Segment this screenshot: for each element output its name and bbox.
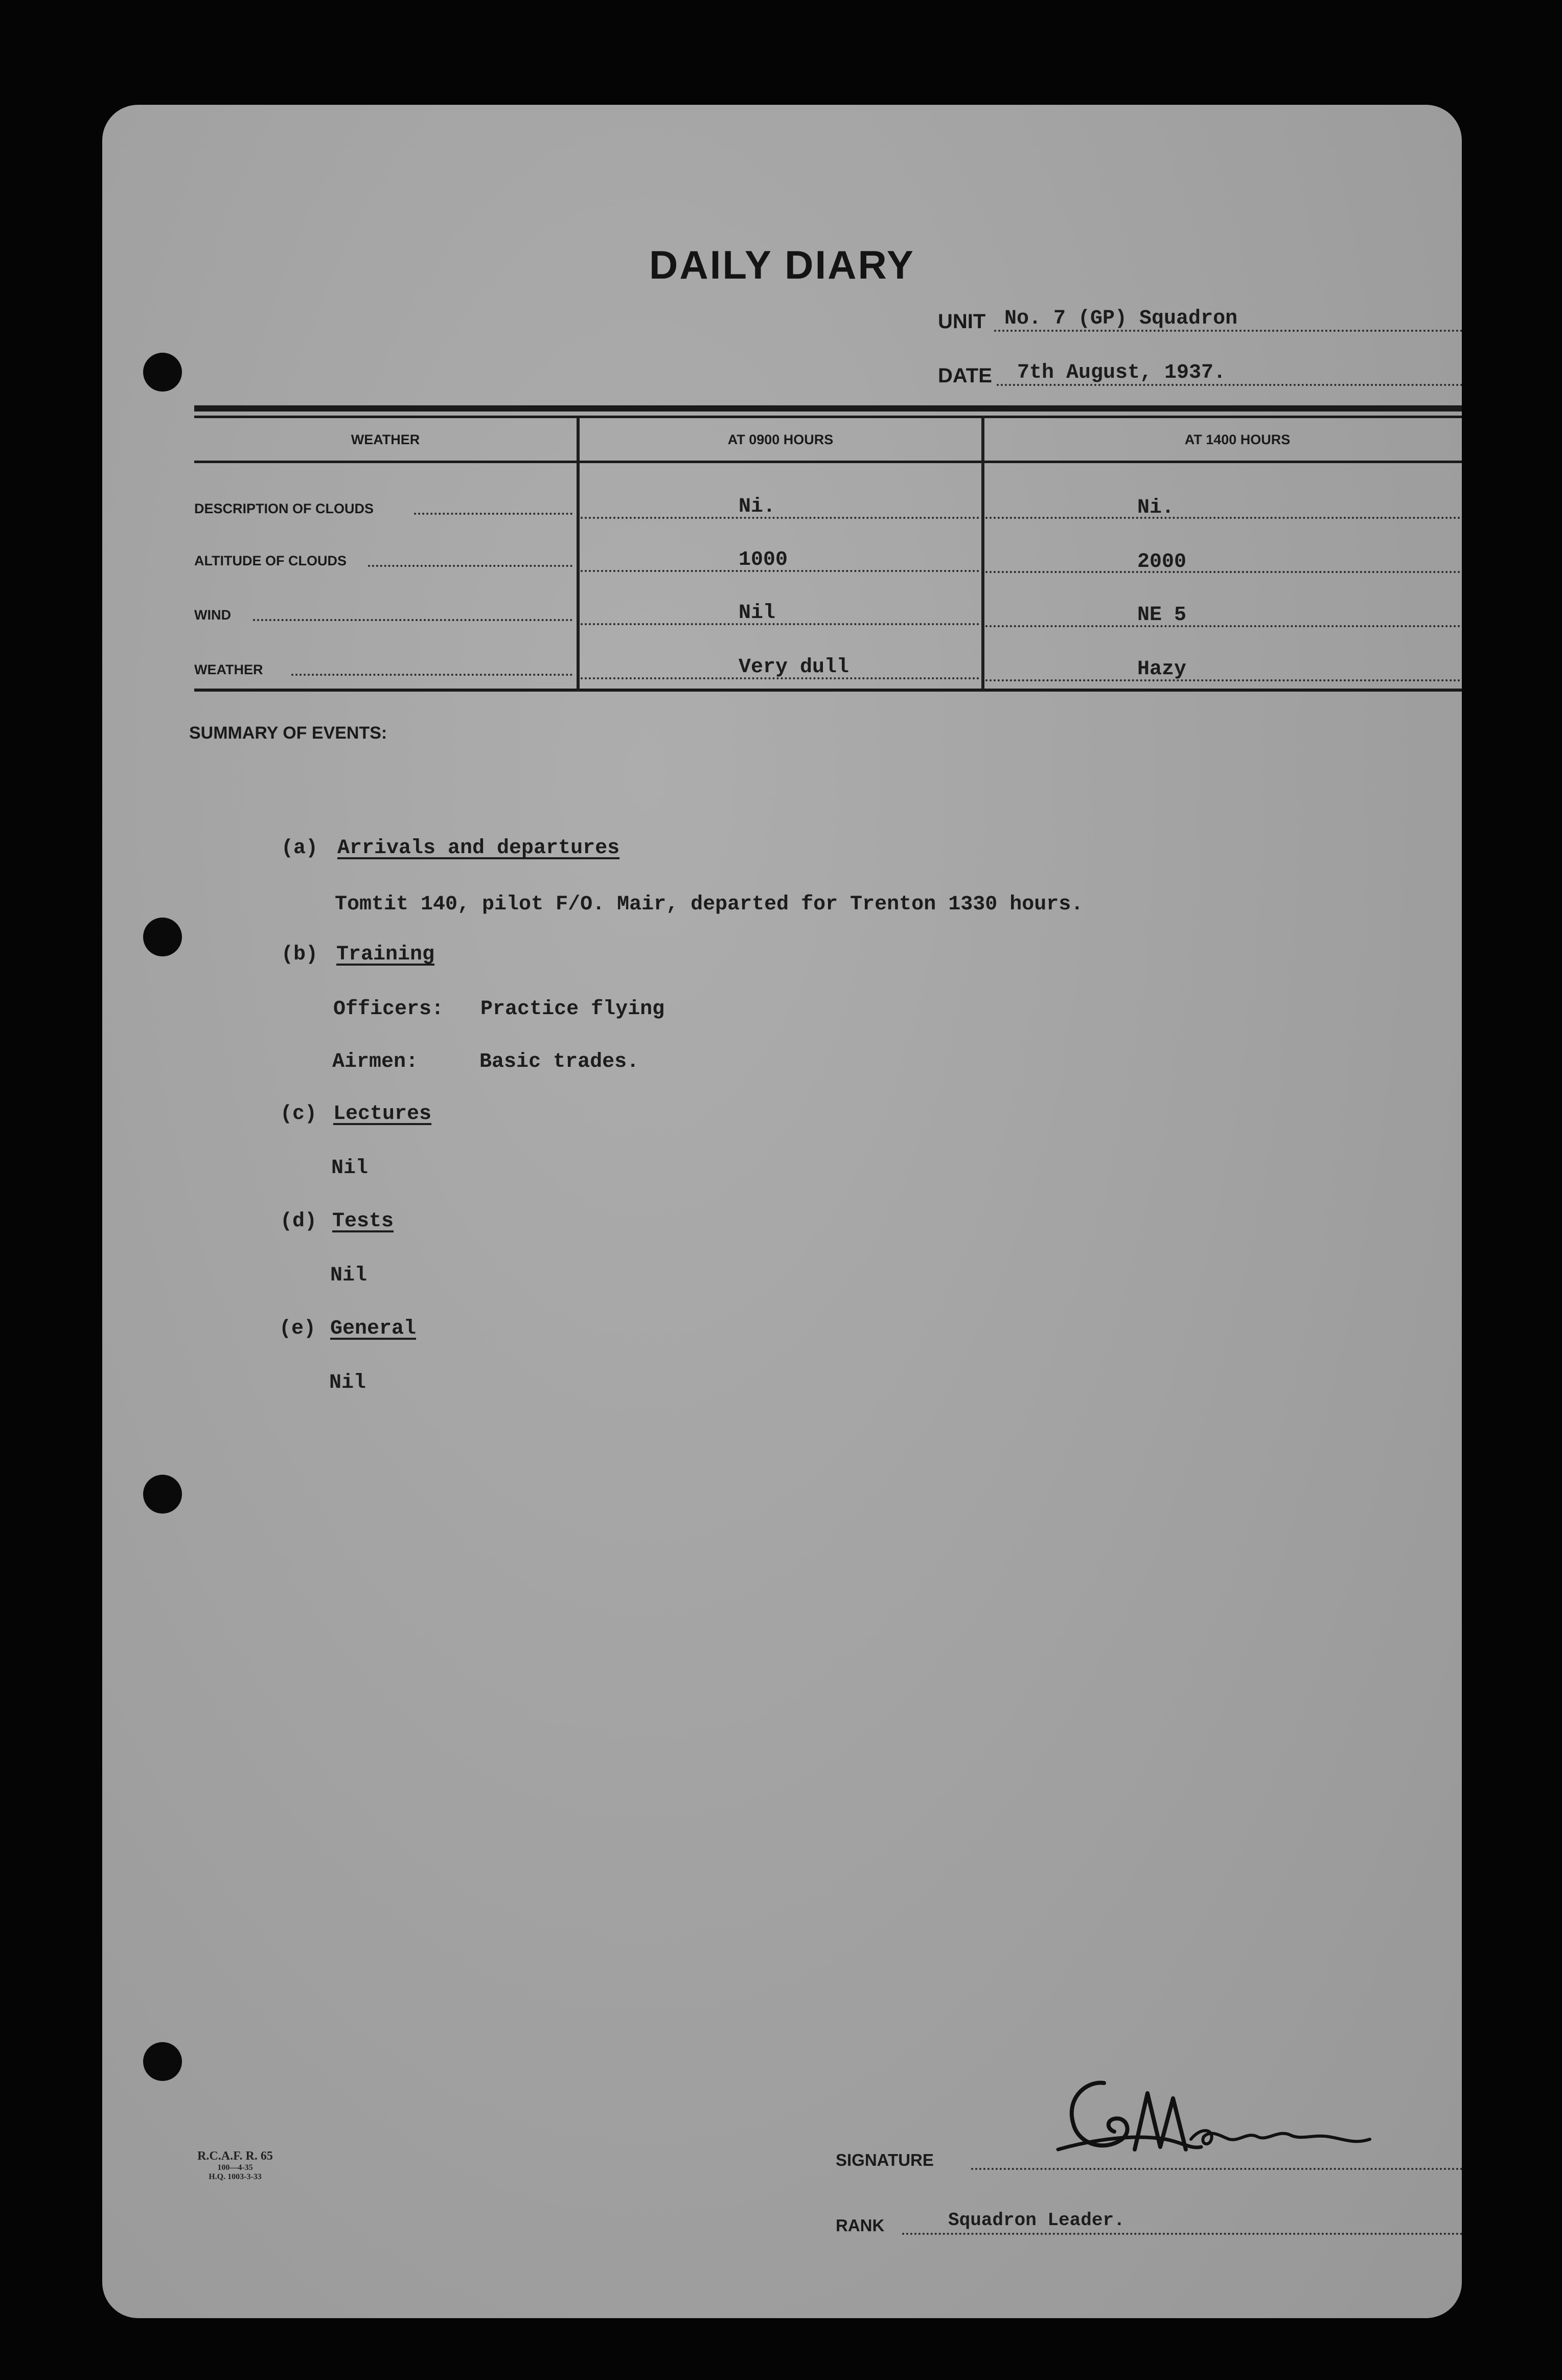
row-dots [985,571,1462,573]
item-marker-d: (d) [280,1210,317,1233]
item-marker-a: (a) [281,837,318,860]
item-line-lectures: Nil [331,1157,369,1180]
unit-label: UNIT [938,310,986,333]
col-header-weather: WEATHER [351,432,420,447]
row-dots [985,625,1462,627]
row-dots [581,517,979,519]
table-col-divider [577,416,580,692]
row-label-description: DESCRIPTION OF CLOUDS [194,501,374,516]
form-code [153,2149,317,2182]
row-dots [368,565,572,567]
item-heading-general: General [330,1317,417,1340]
item-heading-training: Training [336,943,435,966]
item-line-arrivals: Tomtit 140, pilot F/O. Mair, departed for Trenton 1330 hours. [335,893,1084,916]
rank-value: Squadron Leader. [948,2210,1125,2231]
row-label-weather: WEATHER [194,662,263,677]
item-heading-lectures: Lectures [333,1103,432,1126]
row-dots [985,517,1462,519]
cell-altitude-0900: 1000 [739,548,788,571]
item-marker-e: (e) [279,1317,316,1340]
diary-page [102,105,1462,2318]
table-top-rule [194,405,1462,411]
col-header-1400: AT 1400 HOURS [1184,432,1291,447]
row-dots [581,623,979,625]
cell-description-1400: Ni. [1137,496,1175,519]
rank-label: RANK [836,2216,885,2235]
cell-wind-1400: NE 5 [1137,604,1187,627]
row-dots [253,619,572,621]
unit-value: No. 7 (GP) Squadron [1004,307,1238,330]
row-label-wind: WIND [194,607,231,623]
binder-hole [143,1475,182,1514]
cell-wind-0900: Nil [739,602,776,625]
table-col-divider [981,416,984,692]
item-marker-b: (b) [281,943,318,966]
form-code-line: H.Q. 1003-3-33 [209,2172,262,2181]
cell-altitude-1400: 2000 [1137,551,1187,574]
row-dots [985,679,1462,681]
signature-mark [1038,2063,1406,2180]
binder-hole [143,353,182,392]
table-header-rule [194,461,1462,463]
cell-weather-1400: Hazy [1137,658,1187,681]
table-bottom-rule [194,689,1462,692]
item-line-tests: Nil [330,1264,367,1287]
date-label: DATE [938,364,992,387]
item-line-officers: Officers: Practice flying [333,998,665,1021]
form-code-line: 100—4-35 [217,2163,253,2172]
row-label-altitude: ALTITUDE OF CLOUDS [194,553,347,568]
cell-weather-0900: Very dull [739,656,849,679]
item-heading-arrivals: Arrivals and departures [337,837,620,860]
col-header-0900: AT 0900 HOURS [727,432,834,447]
signature-label: SIGNATURE [836,2150,934,2169]
form-code-line: R.C.A.F. R. 65 [197,2149,273,2163]
binder-hole [143,2042,182,2081]
binder-hole [143,918,182,956]
row-dots [291,674,572,676]
cell-description-0900: Ni. [739,495,776,518]
date-value: 7th August, 1937. [1017,361,1226,384]
rank-dotted-line [902,2233,1462,2235]
item-marker-c: (c) [280,1103,317,1126]
item-line-airmen: Airmen: Basic trades. [332,1050,639,1073]
row-dots [414,513,572,515]
summary-of-events-label: SUMMARY OF EVENTS: [189,723,387,743]
item-heading-tests: Tests [332,1210,394,1233]
table-header-rule-top [194,416,1462,418]
page-title: DAILY DIARY [649,242,915,287]
item-line-general: Nil [329,1371,366,1394]
